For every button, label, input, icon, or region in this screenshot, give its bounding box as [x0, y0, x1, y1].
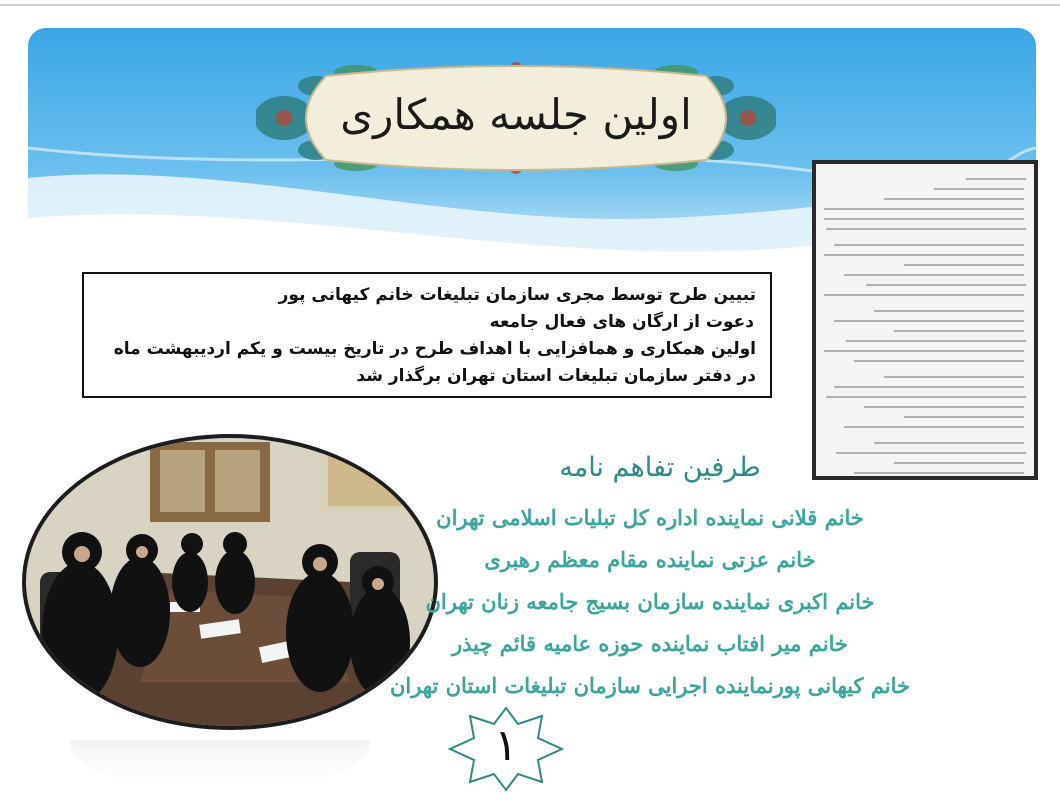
document-text-line — [864, 406, 1024, 408]
document-text-line — [934, 188, 1024, 190]
page-number: ۱ — [494, 720, 518, 771]
document-text-line — [824, 254, 1024, 256]
intro-line: تبیین طرح توسط مجری سازمان تبلیغات خانم کیهانی پور — [278, 285, 756, 305]
document-text-line — [866, 284, 1026, 286]
party-item: خانم میر افتاب نماینده حوزه عامیه قائم چیذر — [451, 631, 848, 656]
document-text-line — [834, 244, 1024, 246]
document-text-line — [884, 198, 1024, 200]
intro-box — [82, 272, 772, 398]
document-scan-image — [812, 160, 1038, 480]
document-text-line — [826, 396, 1026, 398]
document-text-line — [894, 462, 1024, 464]
party-item: خانم قلانی نماینده اداره کل تبلیات اسلامی تهران — [436, 505, 864, 530]
document-text-line — [834, 386, 1024, 388]
document-text-line — [854, 360, 1024, 362]
document-text-line — [884, 376, 1024, 378]
document-text-line — [846, 340, 1026, 342]
parties-title: طرفین تفاهم نامه — [559, 452, 761, 483]
document-text-line — [904, 416, 1024, 418]
document-text-line — [844, 426, 1024, 428]
page-title: اولین جلسه همکاری — [340, 90, 692, 139]
title-plate — [256, 58, 776, 178]
document-text-line — [966, 178, 1026, 180]
document-text-line — [844, 274, 1024, 276]
intro-line: در دفتر سازمان تبلیغات استان تهران برگذار شد — [356, 366, 756, 386]
intro-line: اولین همکاری و همافزایی با اهداف طرح در تاریخ بیست و یکم اردیبهشت ماه — [113, 339, 756, 359]
document-text-line — [826, 228, 1026, 230]
top-rule — [0, 4, 1060, 6]
party-item: خانم اکبری نماینده سازمان بسیج جامعه زنان تهران — [425, 589, 875, 614]
document-text-line — [834, 320, 1024, 322]
intro-line: دعوت از ارگان های فعال جامعه — [489, 312, 754, 332]
party-item: خانم عزتی نماینده مقام معظم رهبری — [484, 547, 816, 572]
document-text-line — [904, 264, 1024, 266]
document-text-line — [824, 294, 1024, 296]
page-number-badge — [446, 706, 566, 792]
document-text-line — [894, 330, 1024, 332]
document-text-line — [874, 310, 1024, 312]
document-text-line — [824, 208, 1024, 210]
document-text-line — [824, 218, 1024, 220]
party-item: خانم کیهانی پورنماینده اجرایی سازمان تبلیغات استان تهران — [389, 673, 911, 698]
document-text-line — [874, 442, 1024, 444]
document-text-line — [824, 350, 1024, 352]
photo-reflection — [60, 740, 380, 795]
